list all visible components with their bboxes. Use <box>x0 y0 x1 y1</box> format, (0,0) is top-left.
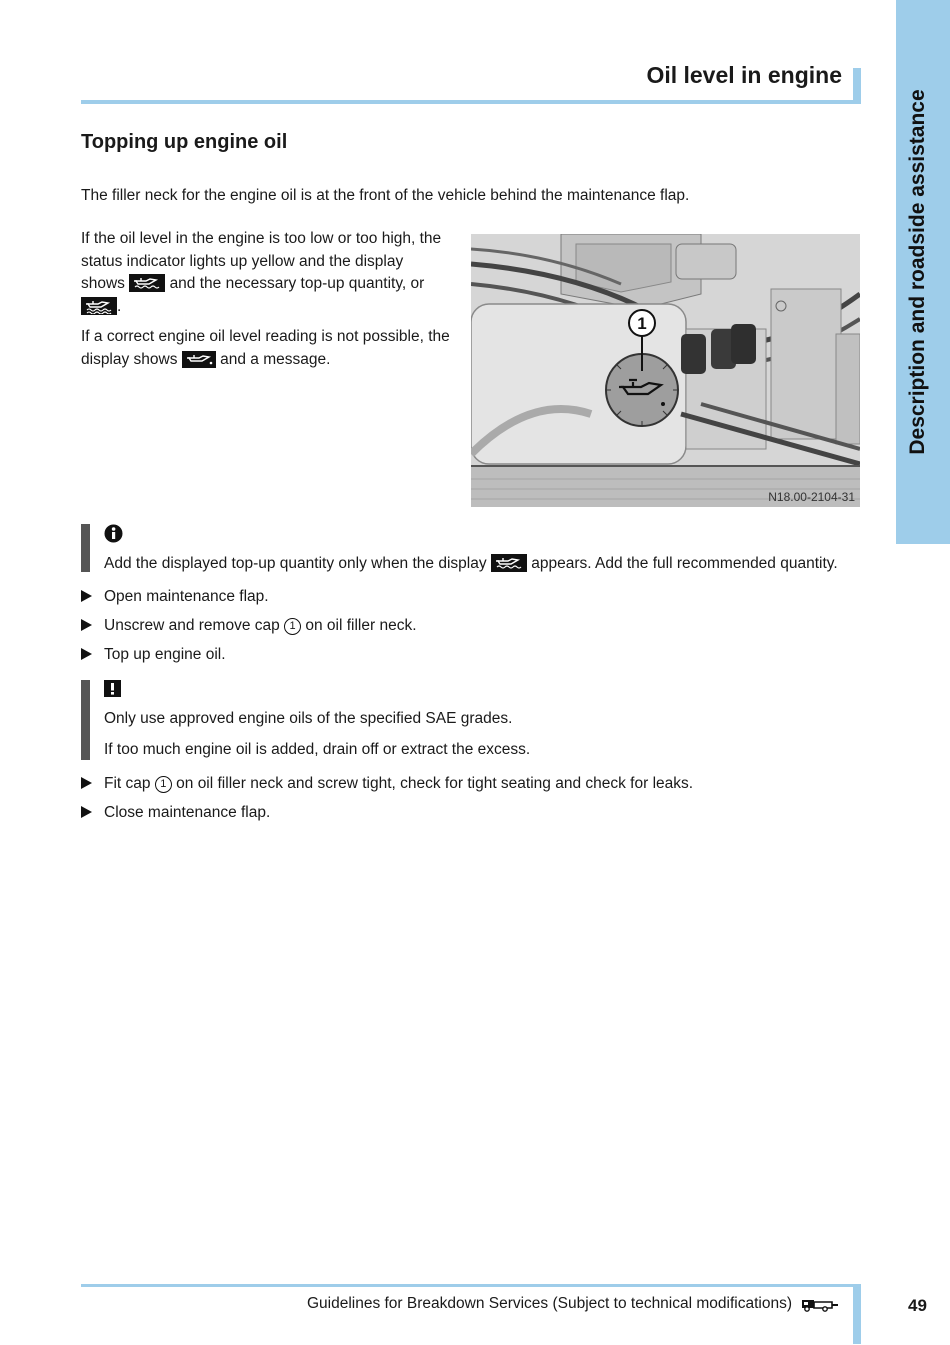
info-note-bar <box>81 524 90 572</box>
warning-line-1: Only use approved engine oils of the specified SAE grades. <box>104 710 513 727</box>
oil-reading-text-b: and a message. <box>220 350 331 368</box>
oil-level-paragraph <box>81 228 451 318</box>
bullet-arrow-icon <box>81 777 92 789</box>
exclamation-icon <box>104 680 530 704</box>
step-text: Top up engine oil. <box>104 646 226 663</box>
step-text: Open maintenance flap. <box>104 588 269 605</box>
step-text-b: on oil filler neck. <box>305 617 417 634</box>
step-close-flap <box>81 802 270 824</box>
step-top-up <box>81 644 226 666</box>
step-text-a: Unscrew and remove cap <box>104 617 280 634</box>
page-header-title: Oil level in engine <box>646 62 842 88</box>
cap-reference-badge: 1 <box>284 618 301 635</box>
warning-line-2: If too much engine oil is added, drain off or extract the excess. <box>104 741 531 758</box>
page-number: 49 <box>908 1296 927 1315</box>
oil-level-display-icon <box>129 274 165 292</box>
bullet-arrow-icon <box>81 648 92 660</box>
figure-callout: 1 <box>637 314 647 333</box>
footer-bracket <box>853 1284 861 1344</box>
oil-level-text-b: and the necessary top-up quantity, or <box>169 275 425 292</box>
side-tab-label: Description and roadside assistance <box>906 89 929 455</box>
step-text: Close maintenance flap. <box>104 804 271 821</box>
header-rule <box>81 100 861 104</box>
step-fit-cap <box>81 773 693 795</box>
oil-level-text-c: . <box>117 297 122 315</box>
info-note-display-icon <box>491 554 527 572</box>
figure-code: N18.00-2104-31 <box>768 490 855 504</box>
engine-compartment-illustration <box>471 234 860 507</box>
step-text-b: on oil filler neck and screw tight, check for tight seating and check for leaks. <box>176 775 694 792</box>
oil-reading-text-a: If a correct engine oil level reading is not possible, the display shows <box>81 328 450 368</box>
bullet-arrow-icon <box>81 619 92 631</box>
bullet-arrow-icon <box>81 806 92 818</box>
footer-text: Guidelines for Breakdown Services (Subject to technical modifications) <box>306 1295 792 1312</box>
bullet-arrow-icon <box>81 590 92 602</box>
header-bracket <box>853 68 861 104</box>
warning-note <box>81 680 871 760</box>
info-icon <box>104 524 838 550</box>
info-note <box>81 524 871 572</box>
oil-overfill-display-icon <box>81 297 117 315</box>
info-note-text <box>104 553 838 575</box>
intro-paragraph: The filler neck for the engine oil is at the front of the vehicle behind the maintenance flap. <box>81 187 690 204</box>
footer-rule <box>81 1284 861 1287</box>
info-note-text-a: Add the displayed top-up quantity only when the display <box>104 555 487 572</box>
truck-icon <box>801 1298 839 1317</box>
step-text-a: Fit cap <box>104 775 151 792</box>
info-note-text-b: appears. Add the full recommended quantity. <box>531 555 838 572</box>
step-remove-cap <box>81 615 417 637</box>
warning-note-bar <box>81 680 90 760</box>
oil-reading-paragraph <box>81 326 451 371</box>
step-open-flap <box>81 586 269 608</box>
oil-level-text-a: If the oil level in the engine is too low or too high, the status indicator lights up yellow and the display shows <box>81 230 442 292</box>
section-title: Topping up engine oil <box>81 131 288 153</box>
oil-sensor-display-icon <box>182 351 216 368</box>
cap-reference-badge: 1 <box>155 776 172 793</box>
